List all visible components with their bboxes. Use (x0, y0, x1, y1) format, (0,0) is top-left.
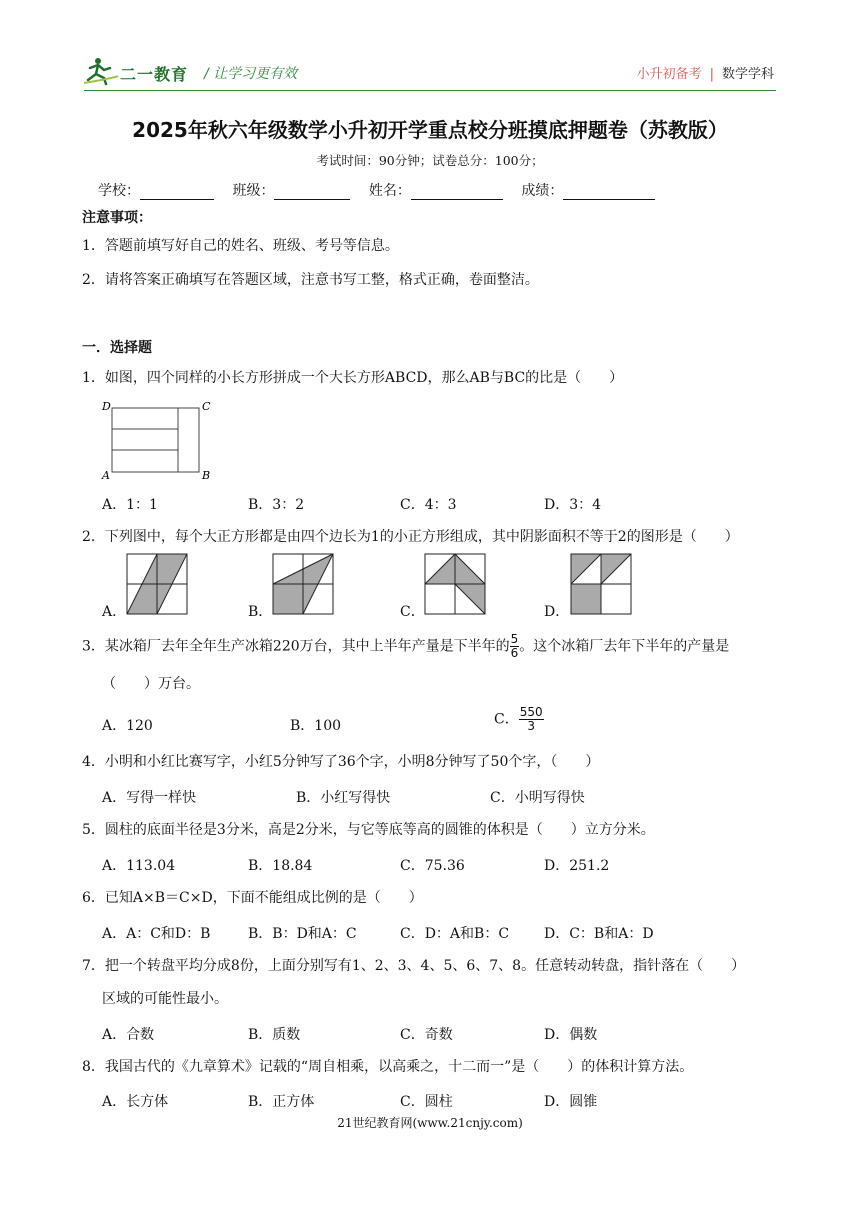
class-blank[interactable] (274, 185, 350, 200)
exam-info: 考试时间：90分钟；试卷总分：100分； (316, 153, 544, 168)
header-separator: | (709, 67, 714, 82)
class-label: 班级： (232, 183, 275, 199)
q5-option-a[interactable]: A．113.04 (102, 858, 176, 874)
q3-stem-part-b: 。这个冰箱厂去年下半年的产量是 (519, 638, 730, 655)
q1-option-d[interactable]: D．3：4 (544, 497, 602, 513)
q2-option-c[interactable]: C． (400, 604, 425, 620)
q6-option-b[interactable]: B．B：D和A：C (248, 926, 357, 942)
name-label: 姓名： (368, 183, 411, 199)
q5-option-c[interactable]: C．75.36 (400, 858, 465, 874)
notice-item: 1．答题前填写好自己的姓名、班级、考号等信息。 (82, 238, 399, 254)
vertex-label-c: C (202, 400, 211, 413)
section-title: 一．选择题 (82, 340, 152, 356)
q5-option-b[interactable]: B．18.84 (248, 858, 313, 874)
logo-text: 二一教育 (120, 65, 189, 84)
notice-heading: 注意事项： (82, 210, 152, 226)
header-divider (84, 90, 776, 91)
q8-option-b[interactable]: B．正方体 (248, 1094, 315, 1110)
q2-option-d[interactable]: D． (544, 604, 570, 620)
question-3-stem (82, 633, 729, 660)
page-title: 2025年秋六年级数学小升初开学重点校分班摸底押题卷（苏教版） (132, 118, 728, 142)
score-blank[interactable] (563, 185, 655, 200)
name-blank[interactable] (411, 185, 503, 200)
header-right (637, 63, 774, 82)
q6-option-a[interactable]: A．A：C和D：B (102, 926, 211, 942)
q8-option-c[interactable]: C．圆柱 (400, 1094, 453, 1110)
q3-option-b[interactable]: B．100 (290, 718, 342, 734)
question-8-stem: 8．我国古代的《九章算术》记载的“周自相乘，以高乘之，十二而一”是（ ）的体积计算方法。 (82, 1059, 694, 1075)
q6-option-c[interactable]: C．D：A和B：C (400, 926, 510, 942)
q2-option-b[interactable]: B． (248, 604, 273, 620)
q1-option-b[interactable]: B．3：2 (248, 497, 305, 513)
vertex-label-a: A (102, 469, 110, 482)
score-label: 成绩： (521, 183, 564, 199)
q3-option-a[interactable]: A．120 (102, 718, 153, 734)
fraction-five-sixths (510, 633, 520, 660)
question-2-stem: 2．下列图中，每个大正方形都是由四个边长为1的小正方形组成，其中阴影面积不等于2的图形是（ ） (82, 529, 739, 545)
q2-figure-a[interactable] (126, 553, 188, 615)
q7-option-d[interactable]: D．偶数 (544, 1027, 598, 1043)
q7-option-a[interactable]: A．合数 (102, 1027, 155, 1043)
frac-numerator: 5 (510, 632, 519, 646)
q2-figure-c[interactable] (424, 553, 486, 615)
vertex-label-d: D (102, 400, 111, 413)
q4-option-a[interactable]: A．写得一样快 (102, 790, 197, 806)
frac-numerator: 550 (519, 705, 543, 719)
q2-figure-d[interactable] (570, 553, 632, 615)
page-footer[interactable]: 21世纪教育网(www.21cnjy.com) (337, 1116, 523, 1130)
q7-option-c[interactable]: C．奇数 (400, 1027, 453, 1043)
name-field[interactable] (369, 180, 503, 200)
subject-label: 数学学科 (721, 67, 774, 82)
q8-option-d[interactable]: D．圆锥 (544, 1094, 598, 1110)
question-6-stem: 6．已知A×B＝C×D，下面不能组成比例的是（ ） (82, 890, 423, 906)
question-1-stem: 1．如图，四个同样的小长方形拼成一个大长方形ABCD，那么AB与BC的比是（ ） (82, 370, 624, 386)
q4-option-b[interactable]: B．小红写得快 (296, 790, 391, 806)
notice-item: 2．请将答案正确填写在答题区域，注意书写工整，格式正确，卷面整洁。 (82, 272, 539, 288)
slogan: / 让学习更有效 (204, 66, 298, 82)
q2-option-a[interactable]: A． (102, 604, 127, 620)
question-5-stem: 5．圆柱的底面半径是3分米，高是2分米，与它等底等高的圆锥的体积是（ ）立方分米。 (82, 822, 655, 838)
rectangle-abcd-figure (100, 398, 215, 482)
question-7-stem: 7．把一个转盘平均分成8份，上面分别写有1、2、3、4、5、6、7、8。任意转动转盘，指针落在（ ） (82, 958, 746, 974)
question-7-stem-cont: 区域的可能性最小。 (102, 991, 228, 1007)
question-4-stem: 4．小明和小红比赛写字，小红5分钟写了36个字，小明8分钟写了50个字，（ ） (82, 754, 600, 770)
q3-stem-part-a: 3．某冰箱厂去年全年生产冰箱220万台，其中上半年产量是下半年的 (82, 638, 510, 655)
q3-option-c-label: C． (494, 711, 519, 728)
student-info-row (98, 180, 669, 200)
fraction-550-thirds (519, 706, 544, 733)
q5-option-d[interactable]: D．251.2 (544, 858, 610, 874)
vertex-label-b: B (202, 469, 211, 482)
q3-option-c[interactable] (494, 706, 544, 733)
school-label: 学校： (98, 183, 140, 199)
q4-option-c[interactable]: C．小明写得快 (490, 790, 585, 806)
q2-figure-b[interactable] (272, 553, 334, 615)
q6-option-d[interactable]: D．C：B和A：D (544, 926, 654, 942)
q7-option-b[interactable]: B．质数 (248, 1027, 301, 1043)
score-field[interactable] (521, 180, 655, 200)
q8-option-a[interactable]: A．长方体 (102, 1094, 169, 1110)
q1-option-c[interactable]: C．4：3 (400, 497, 457, 513)
q1-option-a[interactable]: A．1：1 (102, 497, 158, 513)
frac-denominator: 6 (510, 646, 519, 660)
frac-denominator: 3 (527, 719, 535, 733)
school-field[interactable] (98, 180, 214, 200)
exam-tag: 小升初备考 (636, 67, 702, 82)
school-blank[interactable] (140, 185, 214, 200)
class-field[interactable] (232, 180, 350, 200)
q3-stem-part-c: （ ）万台。 (102, 676, 200, 692)
page-header (0, 0, 860, 100)
